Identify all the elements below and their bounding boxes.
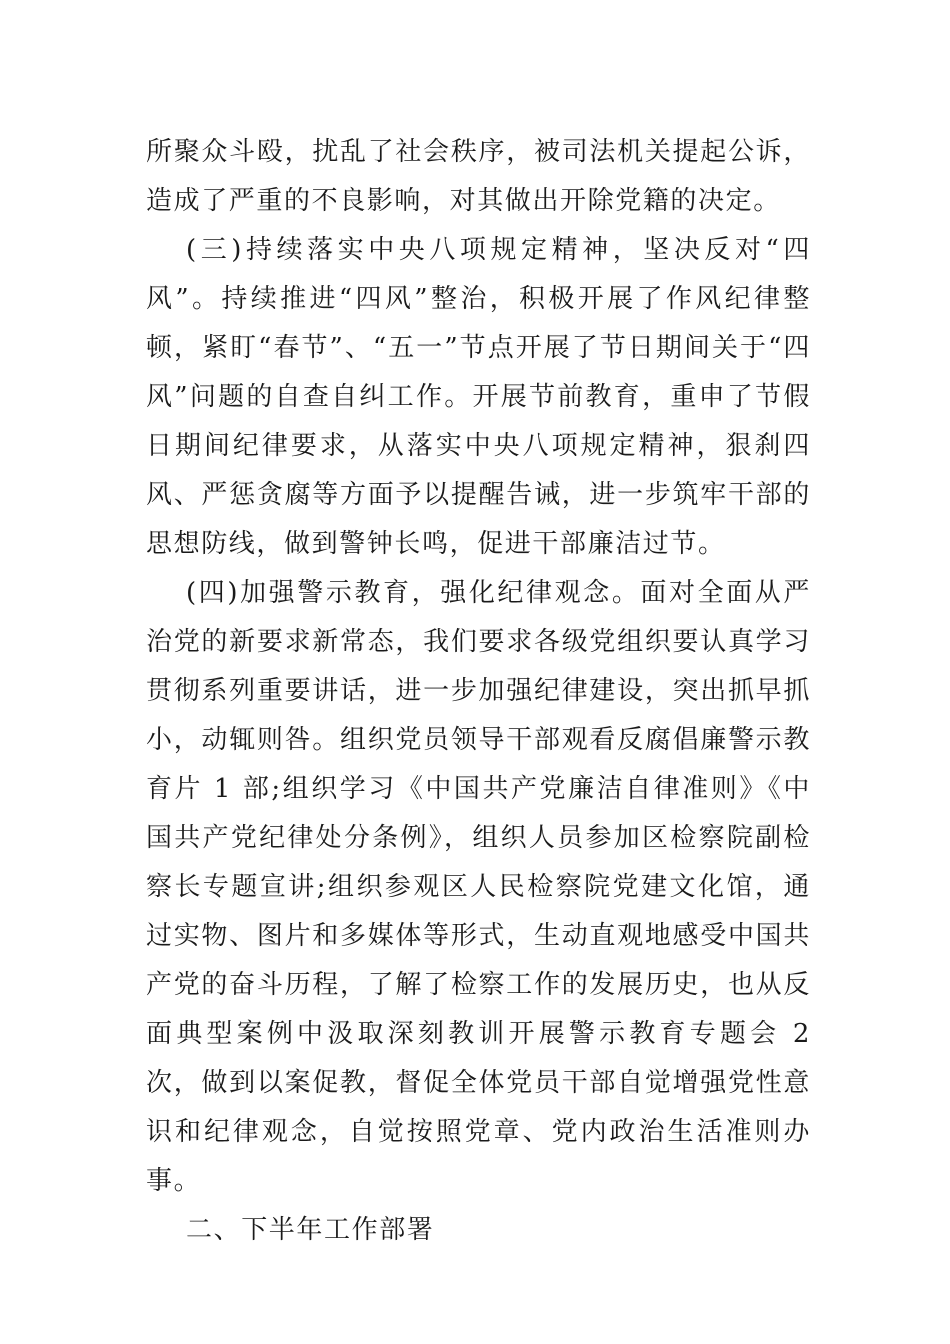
section-heading-second-half-plan: 二、下半年工作部署 — [186, 1215, 435, 1245]
paragraph-disciplinary-decision: 所聚众斗殴，扰乱了社会秩序，被司法机关提起公诉，造成了严重的不良影响，对其做出开除党籍的决定。 — [146, 137, 811, 216]
paragraph-warning-education: (四)加强警示教育，强化纪律观念。面对全面从严治党的新要求新常态，我们要求各级党组织要认真学习贯彻系列重要讲话，进一步加强纪律建设，突出抓早抓小，动辄则咎。组织党员领导干部观看反腐倡廉警示教育片 1 部;组织学习《中国共产党廉洁自律准则》《中国共产党纪律处分条例》，组织人员参加区检察院副检察长专题宣讲;组织参观区人民检察院党建文化馆，通过实物、图片和多媒体等形式，生动直观地感受中国共产党的奋斗历程，了解了检察工作的发展历史，也从反面典型案例中汲取深刻教训开展警示教育专题会 2 次，做到以案促教，督促全体党员干部自觉增强党性意识和纪律观念，自觉按照党章、党内政治生活准则办事。 — [146, 578, 811, 1196]
paragraph-eight-rules: (三)持续落实中央八项规定精神，坚决反对“四风”。持续推进“四风”整治，积极开展了作风纪律整顿，紧盯“春节”、“五一”节点开展了节日期间关于“四风”问题的自查自纠工作。开展节前教育，重申了节假日期间纪律要求，从落实中央八项规定精神，狠刹四风、严惩贪腐等方面予以提醒告诫，进一步筑牢干部的思想防线，做到警钟长鸣，促进干部廉洁过节。 — [146, 235, 811, 559]
document-body — [146, 128, 811, 1255]
